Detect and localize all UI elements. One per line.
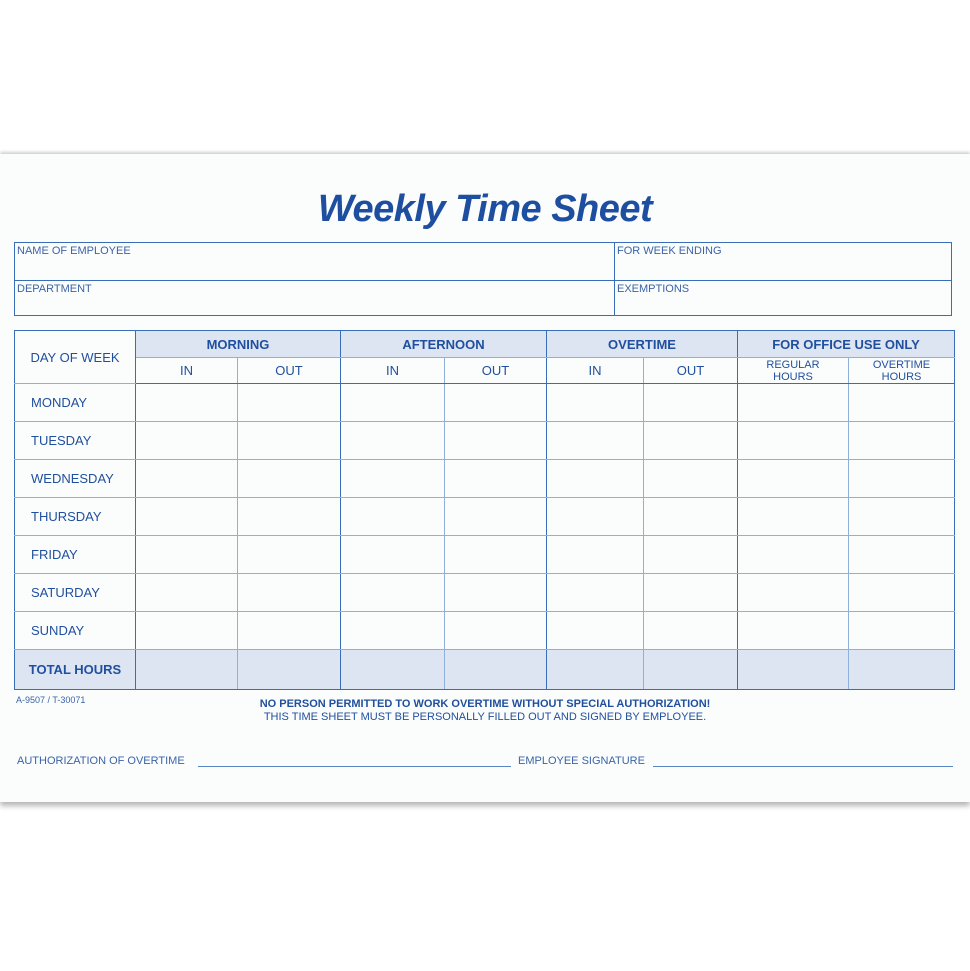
time-cell[interactable] [238,460,341,498]
time-cell[interactable] [238,574,341,612]
time-cell[interactable] [738,612,849,650]
overtime-warning: NO PERSON PERMITTED TO WORK OVERTIME WITHOUT SPECIAL AUTHORIZATION! [259,698,711,710]
time-cell[interactable] [738,498,849,536]
hours-table [14,330,955,690]
day-label: TUESDAY [15,422,136,460]
form-code: A-9507 / T-30071 [16,695,86,705]
time-cell[interactable] [849,422,955,460]
time-cell[interactable] [445,574,547,612]
exemptions-label: EXEMPTIONS [617,283,690,295]
afternoon-in-header: IN [341,358,445,384]
time-cell[interactable] [238,422,341,460]
table-row [15,536,955,574]
time-cell[interactable] [849,536,955,574]
time-cell[interactable] [238,536,341,574]
time-cell[interactable] [738,384,849,422]
time-cell[interactable] [547,574,644,612]
fill-out-notice: THIS TIME SHEET MUST BE PERSONALLY FILLED OUT AND SIGNED BY EMPLOYEE. [263,711,707,723]
table-row [15,422,955,460]
time-cell[interactable] [738,460,849,498]
afternoon-out-header: OUT [445,358,547,384]
time-cell[interactable] [849,384,955,422]
time-cell[interactable] [644,384,738,422]
time-cell[interactable] [341,536,445,574]
table-row [15,460,955,498]
day-of-week-header: DAY OF WEEK [15,331,136,384]
time-cell[interactable] [341,422,445,460]
time-cell[interactable] [547,384,644,422]
signature-line[interactable] [653,766,953,767]
total-cell[interactable] [136,650,238,690]
form-title: Weekly Time Sheet [317,188,653,230]
time-cell[interactable] [136,498,238,536]
total-cell[interactable] [644,650,738,690]
time-cell[interactable] [136,422,238,460]
table-row [15,384,955,422]
total-cell[interactable] [238,650,341,690]
regular-hours-header: REGULAR HOURS [738,358,849,384]
overtime-hours-header: OVERTIME HOURS [849,358,955,384]
time-cell[interactable] [445,536,547,574]
morning-in-header: IN [136,358,238,384]
time-cell[interactable] [238,498,341,536]
total-cell[interactable] [341,650,445,690]
time-cell[interactable] [341,460,445,498]
signature-label: EMPLOYEE SIGNATURE [518,755,645,767]
time-cell[interactable] [547,460,644,498]
time-cell[interactable] [644,536,738,574]
time-cell[interactable] [136,574,238,612]
time-cell[interactable] [136,460,238,498]
day-label: SATURDAY [15,574,136,612]
overtime-in-header: IN [547,358,644,384]
office-use-header: FOR OFFICE USE ONLY [738,331,955,358]
time-cell[interactable] [547,498,644,536]
time-cell[interactable] [849,612,955,650]
time-cell[interactable] [644,498,738,536]
day-label: FRIDAY [15,536,136,574]
time-cell[interactable] [738,536,849,574]
time-cell[interactable] [849,574,955,612]
morning-header: MORNING [136,331,341,358]
total-cell[interactable] [738,650,849,690]
overtime-out-header: OUT [644,358,738,384]
table-row [15,498,955,536]
authorization-line[interactable] [198,766,511,767]
time-cell[interactable] [238,612,341,650]
time-cell[interactable] [547,422,644,460]
time-cell[interactable] [341,612,445,650]
time-cell[interactable] [738,422,849,460]
overtime-header: OVERTIME [547,331,738,358]
authorization-label: AUTHORIZATION OF OVERTIME [17,755,185,767]
time-sheet-form [0,154,970,802]
total-cell[interactable] [445,650,547,690]
afternoon-header: AFTERNOON [341,331,547,358]
day-label: WEDNESDAY [15,460,136,498]
total-hours-label: TOTAL HOURS [15,650,136,690]
time-cell[interactable] [136,536,238,574]
day-label: THURSDAY [15,498,136,536]
time-cell[interactable] [547,536,644,574]
time-cell[interactable] [341,384,445,422]
time-cell[interactable] [644,460,738,498]
time-cell[interactable] [341,574,445,612]
time-cell[interactable] [136,384,238,422]
time-cell[interactable] [849,498,955,536]
total-cell[interactable] [547,650,644,690]
time-cell[interactable] [644,612,738,650]
time-cell[interactable] [445,460,547,498]
morning-out-header: OUT [238,358,341,384]
time-cell[interactable] [445,422,547,460]
time-cell[interactable] [445,612,547,650]
day-label: SUNDAY [15,612,136,650]
department-label: DEPARTMENT [17,283,92,295]
day-label: MONDAY [15,384,136,422]
time-cell[interactable] [238,384,341,422]
employee-info-box [14,242,952,316]
time-cell[interactable] [445,498,547,536]
time-cell[interactable] [136,612,238,650]
total-row [15,650,955,690]
total-cell[interactable] [849,650,955,690]
time-cell[interactable] [445,384,547,422]
table-row [15,574,955,612]
table-row [15,612,955,650]
employee-name-label: NAME OF EMPLOYEE [17,245,131,257]
week-ending-label: FOR WEEK ENDING [617,245,722,257]
time-cell[interactable] [644,574,738,612]
time-cell[interactable] [849,460,955,498]
time-cell[interactable] [547,612,644,650]
time-cell[interactable] [738,574,849,612]
time-cell[interactable] [341,498,445,536]
time-cell[interactable] [644,422,738,460]
